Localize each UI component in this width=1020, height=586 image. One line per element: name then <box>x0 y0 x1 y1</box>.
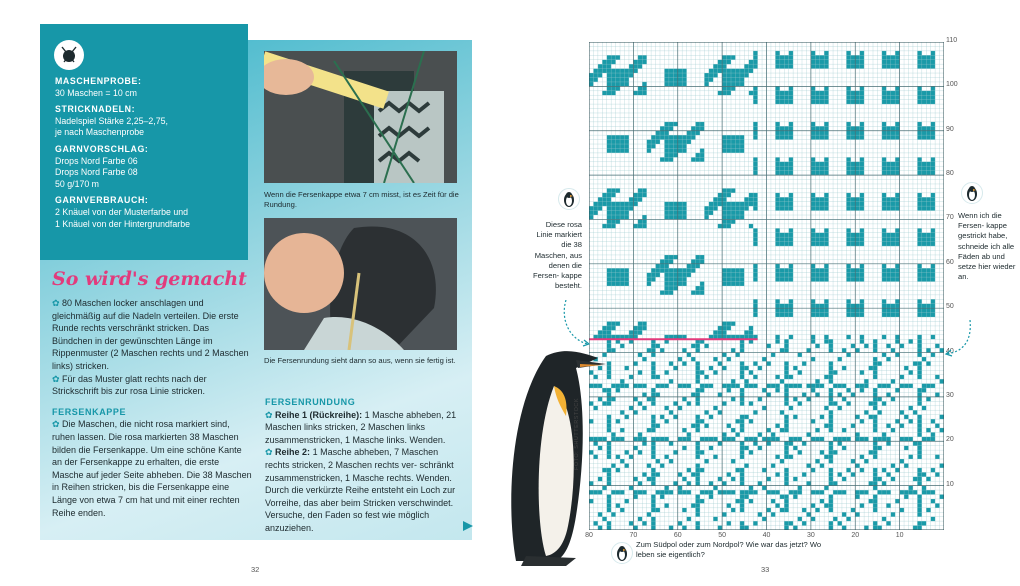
intro-text-2: Für das Muster glatt rechts nach der Strickschrift bis zur rosa Linie stricken. <box>52 373 207 397</box>
y-tick-label: 20 <box>946 436 954 444</box>
y-tick-label: 40 <box>946 347 954 355</box>
photo-heel-finished <box>264 218 457 350</box>
y-tick-label: 60 <box>946 258 954 266</box>
yarn-needles-icon <box>54 40 84 70</box>
photo-caption-2: Die Fersenrundung sieht dann so aus, wenn sie fertig ist. <box>264 356 456 365</box>
instructions-column-right <box>265 396 465 535</box>
x-tick-label: 10 <box>895 532 904 539</box>
page-number-right: 33 <box>761 565 770 574</box>
info-heading-gauge: MASCHENPROBE: <box>55 76 142 86</box>
reihe1-text: 1 Masche abheben, 21 Maschen links stricken, 2 Maschen links zusammenstricken, 1 Masche links. Wenden. <box>265 409 457 445</box>
x-tick-label: 50 <box>718 532 727 539</box>
penguin-icon <box>611 542 633 564</box>
fersenkappe-heading: FERSENKAPPE <box>52 406 127 417</box>
dotted-arrow-right <box>944 320 974 360</box>
info-line: 1 Knäuel von der Hintergrundfarbe <box>55 218 190 229</box>
info-heading-yarn: GARNVORSCHLAG: <box>55 143 149 154</box>
info-line: Drops Nord Farbe 08 <box>55 167 138 178</box>
flower-bullet-icon: ✿ <box>52 373 63 384</box>
continue-arrow-icon <box>463 521 473 531</box>
note-pink-line: Diese rosa Linie markiert die 38 Maschen, aus denen die Fersen- kappe besteht. <box>533 220 582 291</box>
paragraph <box>52 297 252 373</box>
reihe1-label: Reihe 1 (Rückreihe): <box>275 409 363 420</box>
reihe2-text: 1 Masche abheben, 7 Maschen rechts stricken, 2 Maschen rechts ver- schränkt zusammenstricken, 1 Masche rechts. Wenden. Durch die verkürzte Reihe entsteht ein Loch zur Vorreihe, das aber beim Stricken verschwindet. Versuche, den Faden so fest wie möglich anzuziehen. <box>265 447 456 533</box>
x-tick-label: 70 <box>629 532 638 539</box>
flower-bullet-icon: ✿ <box>52 419 63 430</box>
y-tick-label: 70 <box>946 214 954 222</box>
knitting-chart <box>589 42 944 530</box>
page-number-left: 32 <box>251 565 260 574</box>
flower-bullet-icon: ✿ <box>265 409 276 420</box>
info-line: 2 Knäuel von der Musterfarbe und <box>55 206 189 217</box>
info-content <box>55 76 243 230</box>
info-heading-needles: STRICKNADELN: <box>55 104 136 115</box>
x-tick-label: 80 <box>585 532 593 539</box>
info-heading-consumption: GARNVERBRAUCH: <box>55 195 149 206</box>
x-tick-label: 20 <box>851 532 860 539</box>
flower-bullet-icon: ✿ <box>52 298 63 308</box>
info-box <box>40 24 248 260</box>
dotted-arrow-left <box>560 300 590 350</box>
flower-bullet-icon: ✿ <box>265 447 276 458</box>
y-tick-label: 50 <box>946 303 954 311</box>
intro-text-1: 80 Maschen locker anschlagen und gleichmäßig auf die Nadeln verteilen. Die erste Runde rechts verschränkt stricken. Das Bündchen in der gewünschten Länge im Rippenmuster (2 Maschen rechts und 2 Maschen links) stricken. <box>52 298 249 371</box>
photo-caption-1: Wenn die Fersenkappe etwa 7 cm misst, ist es Zeit für die Rundung. <box>264 190 459 209</box>
paragraph <box>265 446 465 534</box>
penguin-icon <box>961 182 983 204</box>
x-tick-label: 60 <box>673 532 682 539</box>
instructions-column-left <box>52 297 252 519</box>
penguin-icon <box>558 188 580 210</box>
y-tick-label: 100 <box>946 81 958 89</box>
y-tick-label: 30 <box>946 391 954 399</box>
info-line: 30 Maschen = 10 cm <box>55 87 137 98</box>
paragraph <box>265 409 465 447</box>
reihe2-label: Reihe 2: <box>275 447 311 458</box>
y-tick-label: 80 <box>946 170 954 178</box>
info-line: Nadelspiel Stärke 2,25–2,75, <box>55 115 168 126</box>
section-title: So wird's gemacht <box>52 268 247 290</box>
y-tick-label: 10 <box>946 480 954 488</box>
paragraph <box>52 373 252 398</box>
penguin-photo <box>506 346 606 568</box>
info-line: je nach Maschenprobe <box>55 127 145 138</box>
fersenkappe-text: Die Maschen, die nicht rosa markiert sind, ruhen lassen. Die rosa markierten 38 Maschen bilden die Fersenkappe. Um eine schöne Kante an der Fersenkappe zu erhalten, die erste Masche auf jeder Seite abheben. Die 38 Maschen in Reihen stricken, bis die Fersenkappe eine Länge von etwa 7 cm hat und mit einer rechten Reihe enden. <box>52 419 252 518</box>
x-tick-label: 30 <box>806 532 815 539</box>
y-tick-label: 110 <box>946 37 958 44</box>
x-tick-label: 40 <box>762 532 771 539</box>
paragraph <box>52 418 252 519</box>
photo-credit: FOTO: SHUTTERSTOCK <box>574 397 580 470</box>
note-cut-threads: Wenn ich die Fersen- kappe gestrickt habe, schneide ich alle Fäden ab und setze hier wieder an. <box>958 211 1016 282</box>
photo-heel-flap-measuring <box>264 51 457 183</box>
fersenrundung-heading: FERSENRUNDUNG <box>265 397 356 407</box>
y-tick-label: 90 <box>946 125 954 133</box>
info-line: Drops Nord Farbe 06 <box>55 155 138 166</box>
note-penguin-question: Zum Südpol oder zum Nordpol? Wie war das jetzt? Wo leben sie eigentlich? <box>636 540 822 560</box>
info-line: 50 g/170 m <box>55 178 100 189</box>
